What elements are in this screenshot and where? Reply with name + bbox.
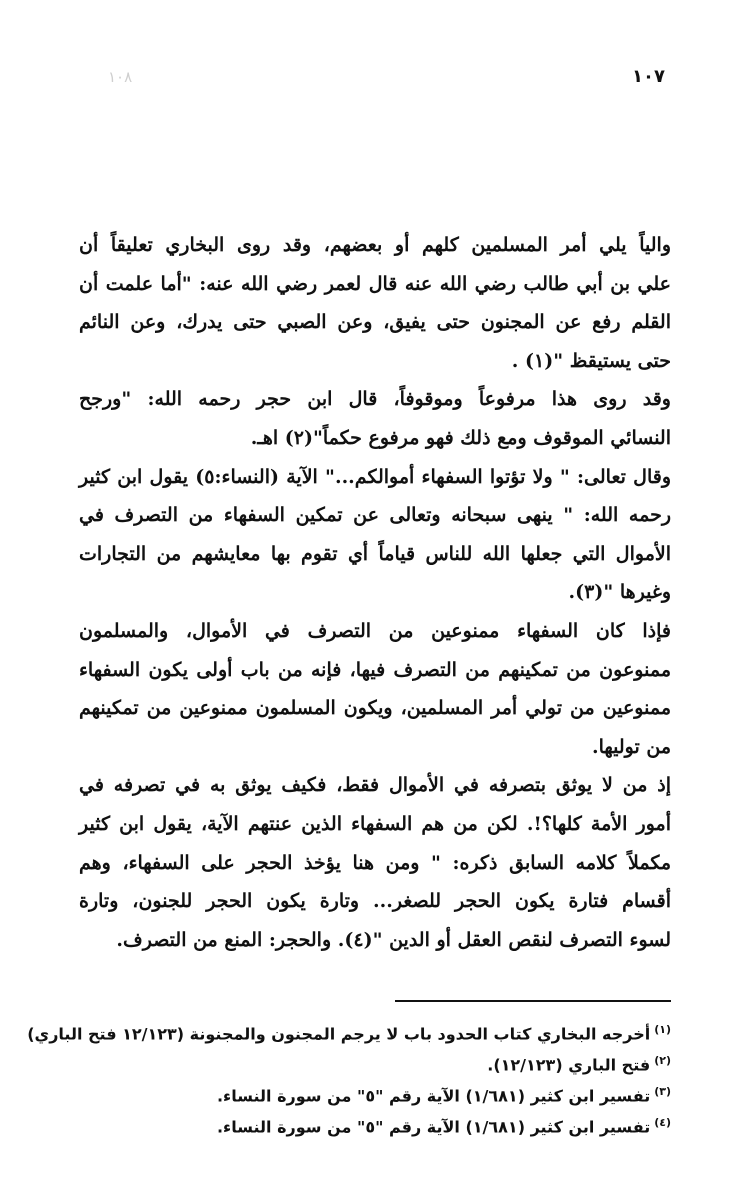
body-line: وقال تعالى: " ولا تؤتوا السفهاء أموالكم..." الآية (النساء:٥) يقول ابن كثير xyxy=(79,465,671,488)
body-line: مكملاً كلامه السابق ذكره: " ومن هنا يؤخذ الحجر على السفهاء، وهم xyxy=(79,851,671,874)
footnote-marker: (٢) xyxy=(654,1054,671,1067)
body-line: ممنوعون من تمكينهم من التصرف فيها، فإنه من باب أولى يكون السفهاء xyxy=(79,658,671,681)
footnote-item xyxy=(79,1107,671,1138)
body-line: حتى يستيقظ "(١) . xyxy=(511,349,671,372)
body-line: رحمه الله: " ينهى سبحانه وتعالى عن تمكين السفهاء من التصرف في xyxy=(79,504,671,527)
body-line: النسائي الموقوف ومع ذلك فهو مرفوع حكماً"(٢) اهـ. xyxy=(250,426,671,449)
footnote-item xyxy=(79,1045,671,1076)
body-line: من توليها. xyxy=(591,735,671,758)
body-line: لسوء التصرف لنقص العقل أو الدين "(٤). والحجر: المنع من التصرف. xyxy=(116,928,671,951)
footnote-item xyxy=(79,1076,671,1107)
body-line: وغيرها "(٣). xyxy=(568,581,671,604)
body-line: ممنوعين من تولي أمر المسلمين، ويكون المسلمون ممنوعين من تمكينهم xyxy=(79,697,671,720)
bleed-through-page-number: ١٠٨ xyxy=(108,68,133,86)
footnote-marker: (١) xyxy=(654,1023,671,1036)
footnote-text: تفسير ابن كثير (١/٦٨١) الآية رقم "٥" من سورة النساء. xyxy=(216,1086,651,1106)
footnote-marker: (٤) xyxy=(654,1116,671,1129)
footnote-text: تفسير ابن كثير (١/٦٨١) الآية رقم "٥" من سورة النساء. xyxy=(216,1117,651,1137)
body-line: الأموال التي جعلها الله للناس قياماً أي تقوم بها معايشهم من التجارات xyxy=(79,542,671,565)
footnote-text: فتح الباري (١٢/١٢٣). xyxy=(487,1055,651,1075)
main-body-text xyxy=(79,226,671,959)
body-line: والياً يلي أمر المسلمين كلهم أو بعضهم، وقد روى البخاري تعليقاً أن xyxy=(79,234,671,256)
footnote-item xyxy=(27,1014,671,1045)
body-line: علي بن أبي طالب رضي الله عنه قال لعمر رضي الله عنه: "أما علمت أن xyxy=(79,272,671,295)
page-number: ١٠٧ xyxy=(632,66,665,87)
footnote-separator xyxy=(395,1000,671,1002)
body-line: القلم رفع عن المجنون حتى يفيق، وعن الصبي حتى يدرك، وعن النائم xyxy=(79,311,671,334)
footnotes xyxy=(27,1014,671,1138)
body-line: إذ من لا يوثق بتصرفه في الأموال فقط، فكيف يوثق به في تصرفه في xyxy=(79,774,671,797)
body-line: وقد روى هذا مرفوعاً وموقوفاً، قال ابن حجر رحمه الله: "ورجح xyxy=(79,388,671,411)
footnote-text: أخرجه البخاري كتاب الحدود باب لا يرجم المجنون والمجنونة (١٢/١٢٣ فتح الباري) xyxy=(27,1024,651,1044)
body-line: أقسام فتارة يكون الحجر للصغر... وتارة يكون الحجر للجنون، وتارة xyxy=(79,890,671,913)
body-line: أمور الأمة كلها؟!. لكن من هم السفهاء الذين عنتهم الآية، يقول ابن كثير xyxy=(79,812,671,835)
body-line: فإذا كان السفهاء ممنوعين من التصرف في الأموال، والمسلمون xyxy=(79,619,671,642)
footnote-marker: (٣) xyxy=(654,1085,671,1098)
